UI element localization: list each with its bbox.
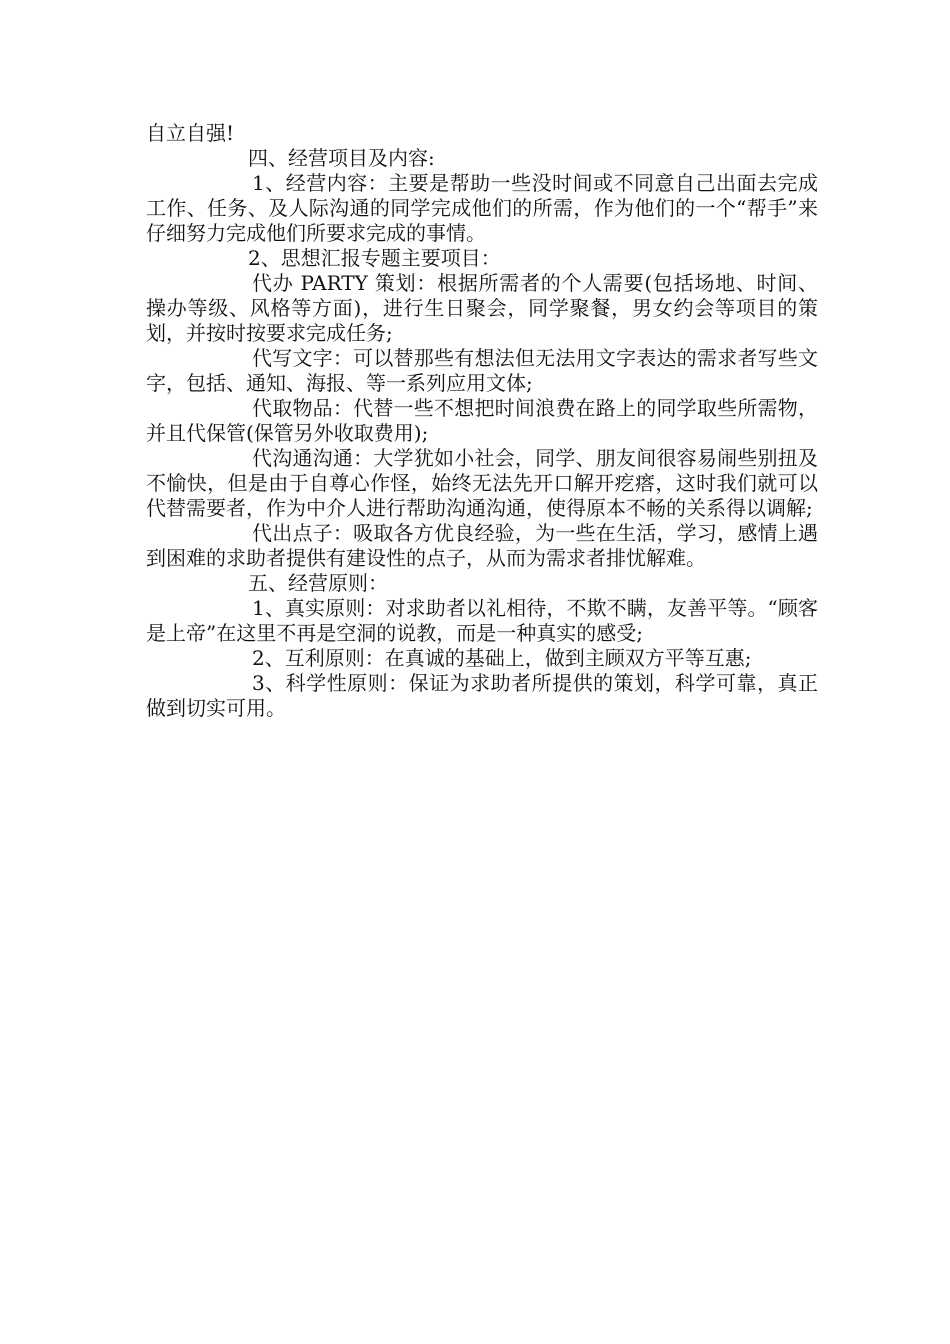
- paragraph-pickup-service: 代取物品：代替一些不想把时间浪费在路上的同学取些所需物，并且代保管(保管另外收取费用);: [146, 396, 818, 445]
- paragraph-communication-service: 代沟通沟通：大学犹如小社会，同学、朋友间很容易闹些别扭及不愉快，但是由于自尊心作怪，始终无法先开口解开疙瘩，这时我们就可以代替需要者，作为中介人进行帮助沟通沟通，使得原本不畅的关系得以调解;: [146, 446, 818, 520]
- paragraph-business-content: 1、经营内容：主要是帮助一些没时间或不同意自己出面去完成工作、任务、及人际沟通的同学完成他们的所需，作为他们的一个“帮手”来仔细努力完成他们所要求完成的事情。: [146, 171, 818, 245]
- document-body: [146, 121, 818, 721]
- paragraph-ideas-service: 代出点子：吸取各方优良经验，为一些在生活，学习，感情上遇到困难的求助者提供有建设性的点子，从而为需求者排忧解难。: [146, 521, 818, 570]
- paragraph-writing-service: 代写文字：可以替那些有想法但无法用文字表达的需求者写些文字，包括、通知、海报、等一系列应用文体;: [146, 346, 818, 395]
- section-heading-principles: 五、经营原则：: [248, 571, 388, 595]
- paragraph-closing-line: 自立自强!: [146, 121, 235, 145]
- paragraph-principle-mutual-benefit: 2、互利原则：在真诚的基础上，做到主顾双方平等互惠;: [252, 646, 752, 670]
- section-heading-business-items: 四、经营项目及内容:: [248, 146, 435, 170]
- paragraph-principle-truth: 1、真实原则：对求助者以礼相待，不欺不瞒，友善平等。“顾客是上帝”在这里不再是空洞的说教，而是一种真实的感受;: [146, 596, 818, 645]
- paragraph-party-planning: 代办 PARTY 策划：根据所需者的个人需要(包括场地、时间、操办等级、风格等方面)，进行生日聚会，同学聚餐，男女约会等项目的策划，并按时按要求完成任务;: [146, 271, 818, 345]
- subheading-main-projects: 2、思想汇报专题主要项目：: [248, 246, 501, 270]
- paragraph-principle-science: 3、科学性原则：保证为求助者所提供的策划，科学可靠，真正做到切实可用。: [146, 671, 818, 720]
